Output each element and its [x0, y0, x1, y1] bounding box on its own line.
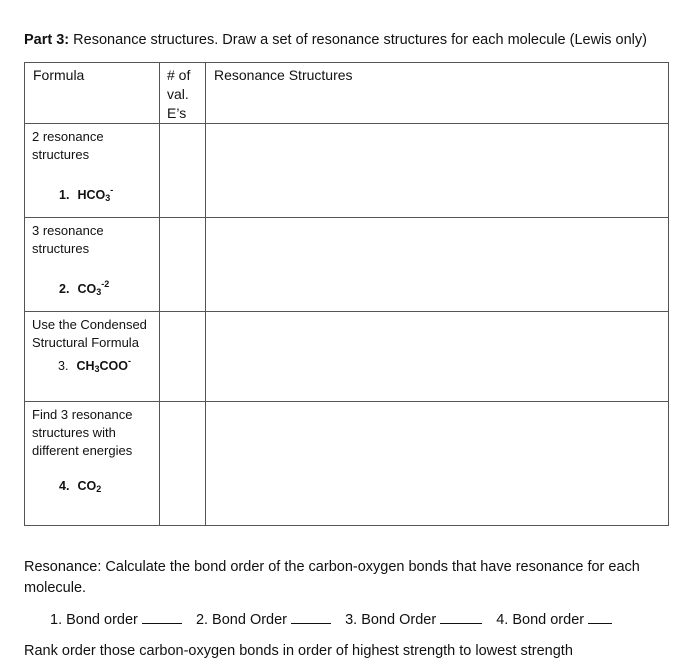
molecule-4-formula: CO	[77, 479, 97, 493]
header-row	[25, 63, 669, 124]
formula-cell-1	[25, 124, 160, 218]
valence-cell-3[interactable]	[160, 312, 206, 402]
molecule-4-number: 4.	[59, 479, 70, 493]
row-3-desc-line2: Structural Formula	[32, 335, 139, 350]
header-val-line2: val.	[167, 86, 189, 102]
table-row	[25, 402, 669, 526]
structures-cell-1[interactable]	[206, 124, 669, 218]
table-row	[25, 124, 669, 218]
molecule-2-subscript: 3	[96, 287, 102, 297]
molecule-2	[59, 275, 159, 301]
bond-order-2-blank[interactable]	[291, 611, 331, 624]
resonance-prompt: Resonance: Calculate the bond order of the carbon-oxygen bonds that have resonance for each molecule.	[24, 559, 640, 596]
formula-cell-4	[25, 402, 160, 526]
molecule-3-subscript: 3	[94, 364, 100, 374]
row-4-desc-line2: structures with	[32, 425, 116, 440]
row-1-desc-line2: structures	[32, 147, 90, 162]
molecule-3-number: 3.	[58, 359, 69, 373]
molecule-4	[59, 477, 159, 498]
bond-order-1	[50, 612, 182, 628]
part-label: Part 3:	[24, 32, 70, 48]
header-val-line3: E’s	[167, 105, 187, 121]
structures-cell-3[interactable]	[206, 312, 669, 402]
resonance-table	[24, 62, 669, 526]
molecule-3-charge: -	[128, 356, 131, 366]
molecule-3	[58, 352, 159, 378]
molecule-1-formula: HCO	[77, 188, 106, 202]
bond-order-4-label: 4. Bond order	[496, 612, 585, 628]
molecule-3-formula-a: CH	[76, 359, 95, 373]
bond-order-3-label: 3. Bond Order	[345, 612, 437, 628]
row-2-desc-line2: structures	[32, 241, 90, 256]
row-4-desc-line3: different energies	[32, 443, 133, 458]
molecule-1-charge: -	[110, 185, 114, 195]
bond-order-3-blank[interactable]	[440, 611, 482, 624]
formula-cell-2	[25, 218, 160, 312]
bond-order-1-blank[interactable]	[142, 611, 182, 624]
valence-cell-2[interactable]	[160, 218, 206, 312]
molecule-3-formula-b: COO	[99, 359, 128, 373]
bond-order-2-label: 2. Bond Order	[195, 612, 288, 628]
header-resonance-structures: Resonance Structures	[206, 63, 669, 124]
bond-order-1-label: 1. Bond order	[50, 612, 138, 628]
structures-cell-2[interactable]	[206, 218, 669, 312]
table-row	[25, 312, 669, 402]
row-3-desc-line1: Use the Condensed	[32, 317, 147, 332]
row-2-desc-line1: 3 resonance	[32, 223, 104, 238]
valence-cell-1[interactable]	[160, 124, 206, 218]
bond-order-4-blank[interactable]	[588, 611, 612, 624]
part-instructions: Resonance structures. Draw a set of resonance structures for each molecule (Lewis only)	[69, 32, 647, 48]
header-val-line1: # of	[167, 67, 191, 83]
molecule-2-number: 2.	[59, 282, 70, 296]
row-4-desc-line1: Find 3 resonance	[32, 407, 133, 422]
molecule-1-subscript: 3	[105, 193, 111, 203]
table-row	[25, 218, 669, 312]
row-1-desc-line1: 2 resonance	[32, 129, 104, 144]
structures-cell-4[interactable]	[206, 402, 669, 526]
bond-order-3	[345, 612, 482, 628]
bond-order-2	[196, 612, 331, 628]
molecule-4-subscript: 2	[96, 484, 102, 494]
molecule-2-formula: CO	[77, 282, 97, 296]
molecule-1	[59, 181, 159, 207]
bond-order-row	[50, 611, 622, 628]
header-valence-electrons	[160, 63, 206, 124]
bond-order-4	[496, 612, 612, 628]
molecule-1-number: 1.	[59, 188, 70, 202]
header-formula: Formula	[25, 63, 160, 124]
part-heading	[24, 32, 647, 48]
formula-cell-3	[25, 312, 160, 402]
rank-prompt: Rank order those carbon-oxygen bonds in order of highest strength to lowest strength	[24, 643, 573, 659]
valence-cell-4[interactable]	[160, 402, 206, 526]
molecule-2-charge: -2	[101, 279, 110, 289]
